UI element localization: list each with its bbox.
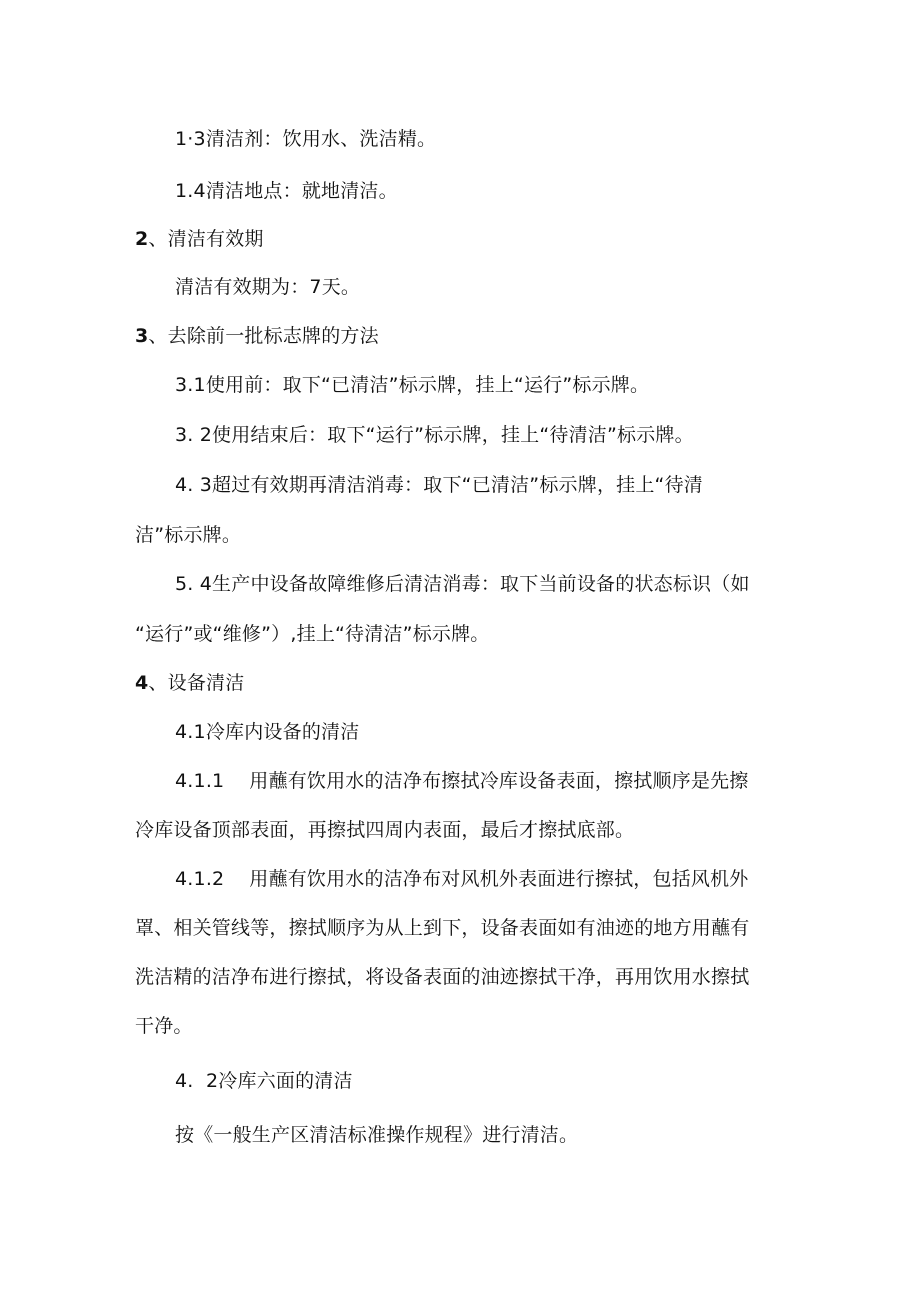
item-4-1-2-line-4 bbox=[135, 1013, 193, 1039]
line-text: 4.1.1 用蘸有饮用水的洁净布擦拭冷库设备表面，擦拭顺序是先擦 bbox=[175, 770, 749, 792]
line-text: 4. 3超过有效期再清洁消毒：取下“已清洁”标示牌，挂上“待清 bbox=[175, 474, 703, 496]
section-3-heading bbox=[135, 323, 379, 349]
item-4-1-2-line-2 bbox=[135, 915, 749, 941]
item-3-4-line-2 bbox=[135, 621, 490, 647]
line-text: 1.4清洁地点：就地清洁。 bbox=[175, 180, 398, 202]
line-text: 罩、相关管线等，擦拭顺序为从上到下，设备表面如有油迹的地方用蘸有 bbox=[135, 917, 750, 939]
line-text: 5. 4生产中设备故障维修后清洁消毒：取下当前设备的状态标识（如 bbox=[175, 573, 750, 595]
section-number: 3 bbox=[135, 325, 149, 347]
item-3-4-line-1 bbox=[175, 571, 750, 597]
section-2-heading bbox=[135, 226, 264, 252]
line-text: 4.1冷库内设备的清洁 bbox=[175, 721, 360, 743]
item-4-1-2-line-1 bbox=[175, 866, 749, 892]
item-4-1-1-line-1 bbox=[175, 768, 749, 794]
line-text: 3.1使用前：取下“已清洁”标示牌，挂上“运行”标示牌。 bbox=[175, 374, 650, 396]
line-text: 1·3清洁剂：饮用水、洗洁精。 bbox=[175, 128, 437, 150]
item-3-2 bbox=[175, 422, 694, 448]
validity-period-text bbox=[175, 274, 360, 300]
line-text: 4.1.2 用蘸有饮用水的洁净布对风机外表面进行擦拭，包括风机外 bbox=[175, 868, 749, 890]
section-title: 、清洁有效期 bbox=[148, 228, 264, 250]
item-4-1-2-line-3 bbox=[135, 964, 749, 990]
item-4-2-heading bbox=[175, 1068, 353, 1094]
section-number: 2 bbox=[135, 228, 149, 250]
section-number: 4 bbox=[135, 672, 149, 694]
item-3-3-line-2 bbox=[135, 522, 241, 548]
item-3-3-line-1 bbox=[175, 472, 703, 498]
item-1-3-cleaning-agent bbox=[175, 126, 436, 152]
line-text: 洁”标示牌。 bbox=[135, 524, 242, 546]
item-4-1-heading bbox=[175, 719, 359, 745]
line-text: 洗洁精的洁净布进行擦拭，将设备表面的油迹擦拭干净，再用饮用水擦拭 bbox=[135, 966, 750, 988]
line-text: 3. 2使用结束后：取下“运行”标示牌，挂上“待清洁”标示牌。 bbox=[175, 424, 694, 446]
item-1-4-cleaning-location bbox=[175, 178, 398, 204]
line-text: “运行”或“维修”）,挂上“待清洁”标示牌。 bbox=[135, 623, 490, 645]
section-4-heading bbox=[135, 670, 244, 696]
item-3-1 bbox=[175, 372, 649, 398]
item-4-1-1-line-2 bbox=[135, 817, 634, 843]
line-text: 4. 2冷库六面的清洁 bbox=[175, 1070, 353, 1092]
line-text: 冷库设备顶部表面，再擦拭四周内表面，最后才擦拭底部。 bbox=[135, 819, 635, 841]
item-4-2-text bbox=[175, 1122, 578, 1148]
line-text: 干净。 bbox=[135, 1015, 193, 1037]
section-title: 、设备清洁 bbox=[148, 672, 245, 694]
section-title: 、去除前一批标志牌的方法 bbox=[148, 325, 379, 347]
line-text: 清洁有效期为：7天。 bbox=[175, 276, 361, 298]
line-text: 按《一般生产区清洁标准操作规程》进行清洁。 bbox=[175, 1124, 579, 1146]
